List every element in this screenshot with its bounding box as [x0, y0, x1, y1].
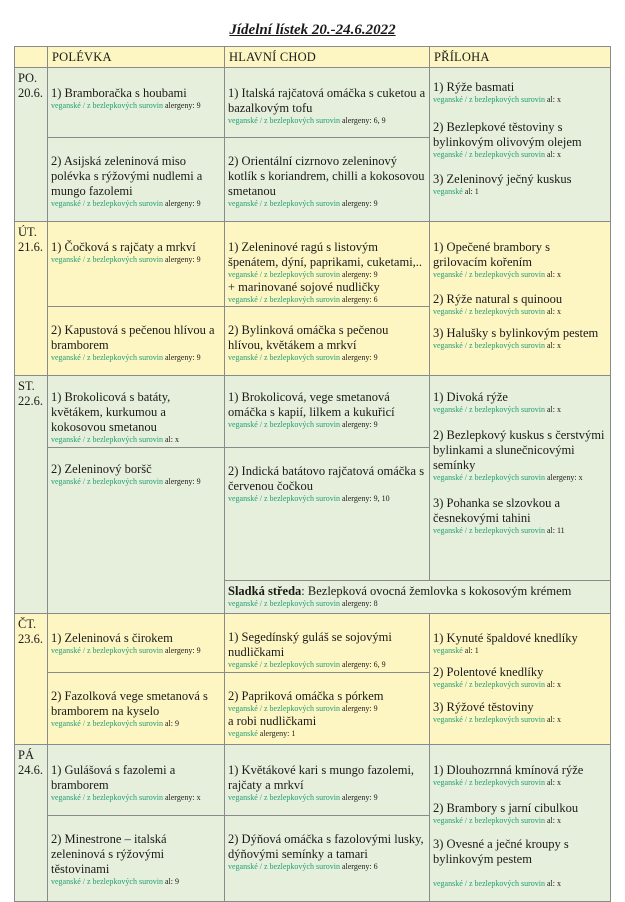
dish-name: 2) Dýňová omáčka s fazolovými lusky, dýňovými semínky a tamari — [228, 832, 424, 861]
special-label: Sladká středa — [228, 584, 302, 598]
soup-cell — [47, 744, 225, 816]
dish-tags: veganské / z bezlepkových surovin al: x — [433, 879, 561, 888]
dish-name: 2) Zeleninový boršč — [51, 462, 152, 476]
dish-item — [433, 631, 607, 656]
dish-item — [51, 689, 221, 729]
soup-cell — [47, 221, 225, 307]
dish-item — [228, 390, 426, 430]
day-date: 20.6. — [18, 86, 43, 100]
dish-name: 2) Polentové knedlíky — [433, 665, 544, 679]
side-cell — [429, 375, 611, 581]
soup-cell — [47, 67, 225, 138]
dish-item — [228, 763, 426, 803]
dish-tags: veganské / z bezlepkových surovin alergeny: 9 — [228, 793, 378, 802]
dish-item — [51, 323, 221, 363]
side-cell — [429, 744, 611, 902]
dish-item — [228, 689, 426, 739]
day-name: PÁ — [18, 748, 34, 762]
day-name: ST. — [18, 379, 35, 393]
dish-tags: veganské / z bezlepkových surovin alergeny: 9 — [228, 704, 378, 713]
dish-item — [51, 832, 221, 887]
dish-tags: veganské / z bezlepkových surovin alergeny: 9 — [228, 353, 378, 362]
dish-tags: veganské / z bezlepkových surovin al: x — [433, 405, 561, 414]
dish-name: 3) Zeleninový ječný kuskus — [433, 172, 572, 186]
main-cell — [224, 613, 430, 673]
dish-tags: veganské alergeny: 1 — [228, 729, 296, 738]
dish-name: 3) Ovesné a ječné kroupy s bylinkovým pestem — [433, 837, 569, 866]
side-cell — [429, 221, 611, 376]
day-name: ČT. — [18, 617, 37, 631]
dish-name: 1) Dlouhozrnná kmínová rýže — [433, 763, 584, 777]
dish-tags: veganské / z bezlepkových surovin alergeny: 9 — [51, 199, 201, 208]
header-soup: POLÉVKA — [47, 46, 225, 68]
dish-name: Sladká středa: Bezlepková ovocná žemlovka s kokosovým krémem — [228, 584, 572, 598]
dish-item — [228, 630, 426, 670]
day-cell-thursday — [14, 613, 48, 745]
dish-tags: veganské / z bezlepkových surovin al: 11 — [433, 526, 565, 535]
dish-name: 1) Gulášová s fazolemi a bramborem — [51, 763, 176, 792]
soup-cell — [47, 447, 225, 614]
header-main: HLAVNÍ CHOD — [224, 46, 430, 68]
dish-item — [228, 240, 426, 305]
soup-cell — [47, 613, 225, 673]
main-cell — [224, 375, 430, 448]
dish-name: 1) Zeleninové ragú s listovým špenátem, dýní, paprikami, cuketami,.. — [228, 240, 423, 269]
dish-tags: veganské / z bezlepkových surovin alergeny: 9 — [51, 477, 201, 486]
dish-item — [433, 120, 607, 160]
dish-name: 1) Italská rajčatová omáčka s cuketou a bazalkovým tofu — [228, 86, 426, 115]
main-cell — [224, 447, 430, 581]
dish-name: 2) Minestrone – italská zeleninová s rýžovými těstovinami — [51, 832, 167, 876]
main-cell — [224, 67, 430, 138]
dish-name: 1) Čočková s rajčaty a mrkví — [51, 240, 196, 254]
dish-tags: veganské / z bezlepkových surovin al: x — [433, 307, 561, 316]
dish-tags: veganské / z bezlepkových surovin al: x — [433, 95, 561, 104]
dish-item — [228, 584, 607, 609]
dish-name: 1) Brokolicová, vege smetanová omáčka s kapií, lilkem a kukuřicí — [228, 390, 395, 419]
dish-tags: veganské / z bezlepkových surovin alergeny: 9 — [228, 199, 378, 208]
dish-item — [51, 631, 221, 656]
dish-tags: veganské / z bezlepkových surovin al: x — [433, 715, 561, 724]
dish-item — [51, 154, 221, 209]
dish-tags: veganské / z bezlepkových surovin alergeny: 6 — [228, 295, 378, 304]
dish-item — [433, 801, 607, 826]
dish-tags: veganské / z bezlepkových surovin alergeny: 9 — [51, 255, 201, 264]
dish-item — [51, 763, 221, 803]
day-cell-tuesday — [14, 221, 48, 376]
day-date: 23.6. — [18, 632, 43, 646]
dish-item — [433, 496, 607, 536]
dish-name: 1) Segedínský guláš se sojovými nudličkami — [228, 630, 392, 659]
day-cell-friday — [14, 744, 48, 902]
dish-item — [433, 700, 607, 725]
day-name: PO. — [18, 71, 38, 85]
soup-cell — [47, 375, 225, 448]
dish-name: 1) Kynuté špaldové knedlíky — [433, 631, 578, 645]
dish-item — [51, 390, 221, 445]
main-cell — [224, 815, 430, 902]
menu-title: Jídelní lístek 20.-24.6.2022 — [229, 22, 396, 38]
main-cell — [224, 744, 430, 816]
main-cell — [224, 137, 430, 222]
dish-item — [433, 837, 607, 889]
dish-name: 3) Pohanka se slzovkou a česnekovými tahini — [433, 496, 561, 525]
dish-item — [433, 665, 607, 690]
dish-item — [433, 390, 607, 415]
dish-item — [433, 172, 607, 197]
main-cell — [224, 221, 430, 307]
dish-name: 2) Indická batátovo rajčatová omáčka s červenou čočkou — [228, 464, 425, 493]
dish-tags: veganské / z bezlepkových surovin alergeny: x — [51, 793, 201, 802]
dish-item — [228, 832, 426, 872]
dish-tags: veganské / z bezlepkových surovin alergeny: 6, 9 — [228, 116, 386, 125]
soup-cell — [47, 672, 225, 745]
dish-name: 1) Zeleninová s čirokem — [51, 631, 173, 645]
dish-name: 2) Rýže natural s quinoou — [433, 292, 563, 306]
dish-item — [433, 292, 607, 317]
dish-name: 2) Papriková omáčka s pórkem — [228, 689, 384, 703]
dish-tags: veganské / z bezlepkových surovin alergeny: x — [433, 473, 583, 482]
dish-tags: veganské / z bezlepkových surovin al: x — [433, 341, 561, 350]
dish-name: 2) Kapustová s pečenou hlívou a bramborem — [51, 323, 215, 352]
soup-cell — [47, 137, 225, 222]
main-cell — [224, 306, 430, 376]
dish-tags: veganské / z bezlepkových surovin alergeny: 9 — [51, 353, 201, 362]
dish-tags: veganské / z bezlepkových surovin al: x — [433, 150, 561, 159]
soup-cell — [47, 815, 225, 902]
header-side: PŘÍLOHA — [429, 46, 611, 68]
dish-name: 1) Bramboračka s houbami — [51, 86, 187, 100]
dish-item — [433, 326, 607, 351]
dish-tags: veganské / z bezlepkových surovin alergeny: 9 — [51, 646, 201, 655]
header-corner — [14, 46, 48, 68]
dish-tags: veganské / z bezlepkových surovin al: x — [51, 435, 179, 444]
dish-tags: veganské / z bezlepkových surovin alergeny: 6 — [228, 862, 378, 871]
dish-name: 2) Asijská zeleninová miso polévka s rýžovými nudlemi a mungo fazolemi — [51, 154, 203, 198]
dish-item — [51, 86, 221, 111]
dish-name: 3) Rýžové těstoviny — [433, 700, 534, 714]
dish-item — [433, 763, 607, 788]
soup-cell — [47, 306, 225, 376]
day-date: 24.6. — [18, 763, 43, 777]
dish-tags: veganské / z bezlepkových surovin al: x — [433, 270, 561, 279]
dish-name: 2) Bylinková omáčka s pečenou hlívou, květákem a mrkví — [228, 323, 389, 352]
dish-name: 1) Květákové kari s mungo fazolemi, rajčaty a mrkví — [228, 763, 415, 792]
dish-name: 1) Rýže basmati — [433, 80, 515, 94]
dish-name: 2) Bezlepkové těstoviny s bylinkovým olivovým olejem — [433, 120, 582, 149]
dish-item — [228, 464, 426, 504]
dish-name: 2) Bezlepkový kuskus s čerstvými bylinkami a slunečnicovými semínky — [433, 428, 605, 472]
dish-name: a robi nudličkami — [228, 714, 317, 728]
dish-tags: veganské / z bezlepkových surovin alergeny: 9 — [228, 270, 378, 279]
dish-tags: veganské / z bezlepkových surovin alergeny: 9, 10 — [228, 494, 390, 503]
dish-item — [433, 240, 607, 280]
dish-tags: veganské / z bezlepkových surovin al: x — [433, 816, 561, 825]
dish-tags: veganské / z bezlepkových surovin al: x — [433, 680, 561, 689]
dish-item — [228, 86, 426, 126]
dish-item — [433, 428, 607, 483]
dish-item — [51, 240, 221, 265]
dish-item — [433, 80, 607, 105]
day-cell-wednesday — [14, 375, 48, 614]
dish-name: 2) Orientální cizrnovo zeleninový kotlík s koriandrem, chilli a kokosovou smetanou — [228, 154, 425, 198]
dish-name: 1) Divoká rýže — [433, 390, 508, 404]
day-cell-monday — [14, 67, 48, 222]
day-date: 22.6. — [18, 394, 43, 408]
dish-tags: veganské / z bezlepkových surovin alergeny: 6, 9 — [228, 660, 386, 669]
dish-tags: veganské / z bezlepkových surovin alergeny: 9 — [51, 101, 201, 110]
side-cell — [429, 613, 611, 745]
dish-name: 1) Opečené brambory s grilovacím kořením — [433, 240, 550, 269]
dish-tags: veganské / z bezlepkových surovin alergeny: 9 — [228, 420, 378, 429]
dish-item — [228, 154, 426, 209]
dish-tags: veganské / z bezlepkových surovin al: 9 — [51, 719, 179, 728]
dish-name: + marinované sojové nudličky — [228, 280, 380, 294]
day-name: ÚT. — [18, 225, 37, 239]
dish-name: 2) Brambory s jarní cibulkou — [433, 801, 579, 815]
side-cell — [429, 67, 611, 222]
day-date: 21.6. — [18, 240, 43, 254]
dish-tags: veganské al: 1 — [433, 187, 479, 196]
dish-name: 3) Halušky s bylinkovým pestem — [433, 326, 599, 340]
dish-item — [51, 462, 221, 487]
dish-tags: veganské / z bezlepkových surovin al: x — [433, 778, 561, 787]
dish-name: 2) Fazolková vege smetanová s bramborem na kyselo — [51, 689, 208, 718]
dish-item — [228, 323, 426, 363]
sweet-wednesday-cell — [224, 580, 611, 614]
dish-tags: veganské / z bezlepkových surovin al: 9 — [51, 877, 179, 886]
main-cell — [224, 672, 430, 745]
dish-tags: veganské / z bezlepkových surovin alergeny: 8 — [228, 599, 378, 608]
dish-name: 1) Brokolicová s batáty, květákem, kurkumou a kokosovou smetanou — [51, 390, 171, 434]
dish-tags: veganské al: 1 — [433, 646, 479, 655]
